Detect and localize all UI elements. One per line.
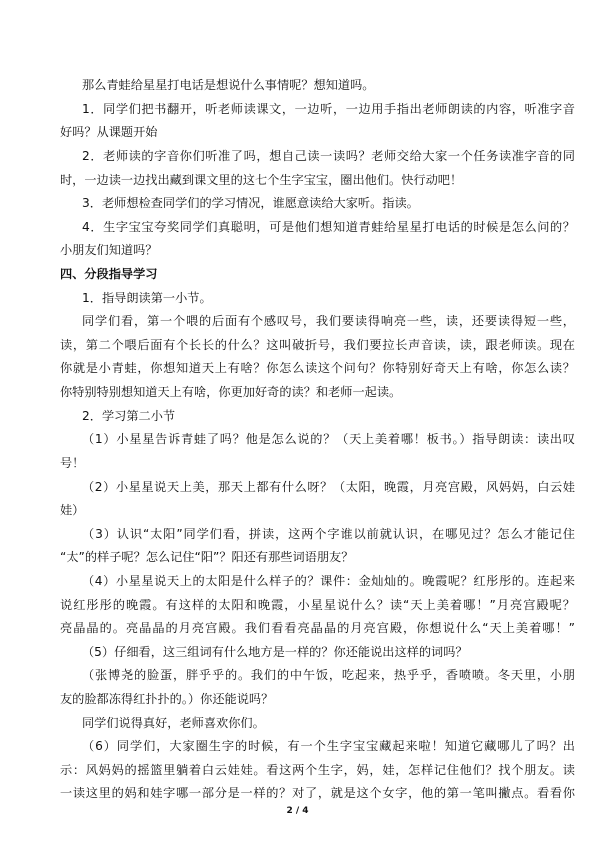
text-line: （4）小星星说天上的太阳是什么样子的？课件：金灿灿的。晚霞呢？红彤彤的。连起来 bbox=[82, 574, 575, 588]
text-line: 一读这里的妈和娃字哪一部分是一样的？对了，就是这个女字，他的第一笔叫撇点。看看你 bbox=[60, 786, 575, 800]
text-line: 同学们看，第一个喂的后面有个感叹号，我们要读得响亮一些，读，还要读得短一些， bbox=[82, 314, 575, 328]
text-line: 2．学习第二小节 bbox=[82, 409, 176, 423]
text-line: 友的脸都冻得红扑扑的。）你还能说吗？ bbox=[60, 692, 274, 706]
text-line: 好吗？从课题开始 bbox=[60, 125, 158, 139]
text-line: 1．同学们把书翻开，听老师读课文，一边听，一边用手指出老师朗读的内容，听准字音 bbox=[82, 102, 575, 116]
text-line: 你特别特别想知道天上有啥，你更加好奇的读？和老师一起读。 bbox=[60, 385, 402, 399]
text-line: （6）同学们，大家圈生字的时候，有一个生字宝宝藏起来啦！知道它藏哪儿了吗？出 bbox=[82, 739, 575, 753]
text-line: 时，一边读一边找出藏到课文里的这七个生字宝宝，圈出他们。快行动吧！ bbox=[60, 173, 463, 187]
page-number: 2 / 4 bbox=[286, 806, 309, 816]
text-line: 3．老师想检查同学们的学习情况，谁愿意读给大家听。指读。 bbox=[82, 196, 419, 210]
text-line: 娃） bbox=[60, 503, 85, 517]
text-line: 号！ bbox=[60, 456, 85, 470]
text-line: 示：风妈妈的摇篮里躺着白云娃娃。看这两个生字，妈，娃，怎样记住他们？找个朋友。读 bbox=[60, 763, 575, 777]
text-line: 1．指导朗读第一小节。 bbox=[82, 291, 212, 305]
text-line: 你就是小青蛙，你想知道天上有啥？你怎么读这个问句？你特别好奇天上有啥，你怎么读？ bbox=[60, 361, 575, 375]
text-line: 2．老师读的字音你们听准了吗，想自己读一读吗？老师交给大家一个任务读准字音的同 bbox=[82, 149, 575, 163]
text-line: （5）仔细看，这三组词有什么地方是一样的？你还能说出这样的词吗？ bbox=[82, 645, 468, 659]
text-line: 亮晶晶的。亮晶晶的月亮宫殿。我们看看亮晶晶的月亮宫殿，你想说什么“天上美着哪！” bbox=[60, 621, 575, 635]
text-line: 那么青蛙给星星打电话是想说什么事情呢？想知道吗。 bbox=[82, 78, 375, 92]
text-line: “太”的样子呢？怎么记住“阳”？阳还有那些词语朋友？ bbox=[60, 550, 354, 564]
text-line: 同学们说得真好，老师喜欢你们。 bbox=[82, 716, 265, 730]
text-line: （2）小星星说天上美，那天上都有什么呀？（太阳，晚霞，月亮宫殿，风妈妈，白云娃 bbox=[82, 480, 575, 494]
text-line: 4．生字宝宝夸奖同学们真聪明，可是他们想知道青蛙给星星打电话的时候是怎么问的？ bbox=[82, 220, 575, 234]
text-line: （3）认识“太阳”同学们看，拼读，这两个字谁以前就认识，在哪见过？怎么才能记住 bbox=[82, 527, 575, 541]
text-line: 读，第二个喂后面有个长长的什么？这叫破折号，我们要拉长声音读，读，跟老师读。现在 bbox=[60, 338, 575, 352]
text-line: 小朋友们知道吗？ bbox=[60, 243, 158, 257]
text-line: 说红彤彤的晚霞。有这样的太阳和晚霞，小星星说什么？读“天上美着哪！”月亮宫殿呢？ bbox=[60, 598, 575, 612]
section-heading: 四、分段指导学习 bbox=[60, 267, 158, 281]
text-line: （1）小星星告诉青蛙了吗？他是怎么说的？（天上美着哪！板书。）指导朗读：读出叹 bbox=[82, 432, 575, 446]
text-line: （张博尧的脸蛋，胖乎乎的。我们的中午饭，吃起来，热乎乎，香喷喷。冬天里，小朋 bbox=[82, 668, 575, 682]
